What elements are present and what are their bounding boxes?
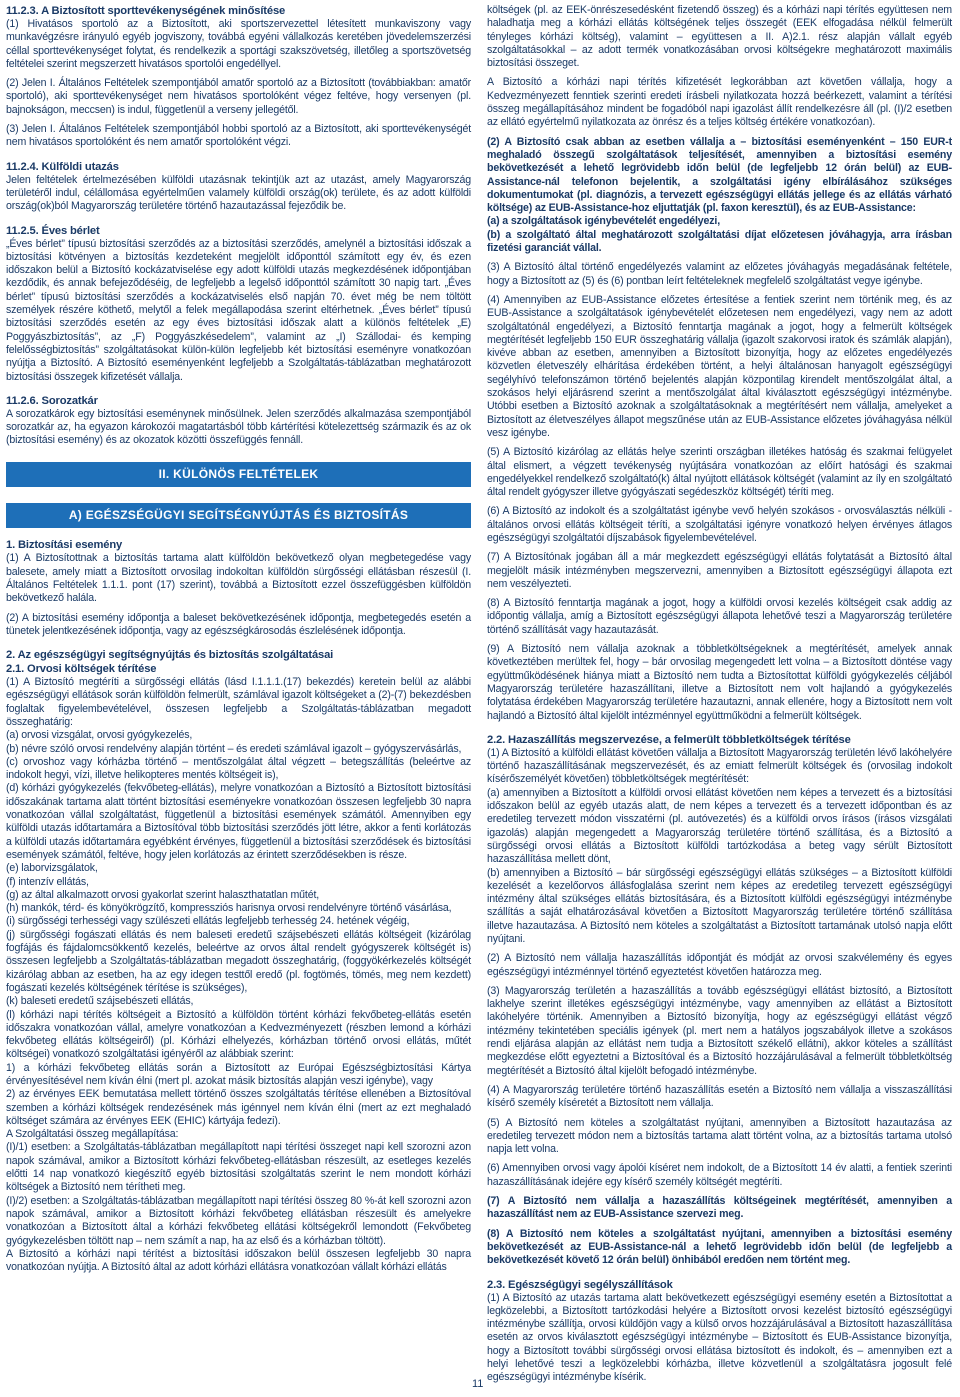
list-item: (j) sürgősségi fogászati ellátás és nem baleseti eredetű szájsebészeti ellátás költségeit (kizárólag fogfájás és fájdalomcsökkentő kezelés, beleértve az orvos által rendelt gyógyszerek költségét is) összesen legfeljebb a Szolgáltatás-táblázatban megadott összeghatárig, (foggyökérkezelés költségét kizárólag abban az esetben, ha az egy idegen testtől eredő (pl. fogtömés, tömés, meg nem kezdett) fogászati kezelés költségének térítése is szükséges), bbox=[6, 928, 471, 994]
paragraph-foreign-travel: Jelen feltételek értelmezésében külföldi utazásnak tekintjük azt az utazást, amely Magyarország területéről indul, célállomása egyértelműen valamely külföldi ország(ok) területe, és az adott külföldi ország(ok)ból Magyarország területére történő hazautazással fejeződik be. bbox=[6, 173, 471, 213]
paragraph-repatriation-4: (4) A Magyarország területére történő hazaszállítás esetén a Biztosító nem vállalja a visszaszállítási kísérő személy kíséretét a Biztosított nem vállalja. bbox=[487, 1083, 952, 1110]
section-title-1124: 11.2.4. Külföldi utazás bbox=[6, 160, 119, 173]
paragraph-until-transport: (8) A Biztosító fenntartja magának a jogot, hogy a külföldi orvosi kezelés költségeit csak addig az időpontig vállalja, amíg a Biztosított egészségügyi állapota lehetővé teszi a Magyarország területére történő szállítását vagy hazautazását. bbox=[487, 597, 952, 636]
medical-costs-list bbox=[6, 729, 471, 1274]
section-title-emergency-transport: 2.3. Egészségügyi segélyszállítások bbox=[487, 1278, 673, 1291]
list-item: (g) az által alkalmazott orvosi gyakorlat szerint halaszthatatlan műtét, bbox=[6, 888, 320, 901]
section-title-repatriation: 2.2. Hazaszállítás megszervezése, a felmerült többletköltségek térítése bbox=[487, 733, 851, 746]
list-item: A Szolgáltatási összeg megállapítása: bbox=[6, 1128, 179, 1141]
list-item: (h) mankók, térd- és könyökrögzítő, kompressziós harisnya orvosi rendelvényre történő vásárlása, bbox=[6, 902, 452, 915]
list-item: (e) laborvizsgálatok, bbox=[6, 862, 98, 875]
section-title-1125: 11.2.5. Éves bérlet bbox=[6, 224, 100, 237]
paragraph-extra-costs: (9) A Biztosító nem vállalja azoknak a többletköltségeknek a megtérítését, amelyek annak következtében merültek fel, hogy – bár orvosilag megengedett lett volna – a Biztosított döntése vagy együttműködésének hiánya miatt a Biztosító nem tudta a Biztosítottat külföldi gyógykezelés céljából Magyarország területére hazaszállítani, illetve a Biztosított nem volt hajlandó a gyógykezelés folytatása érdekében Magyarország területére hazautazni, annak ellenére, hogy a Biztosított nem volt hajlandó a Biztosító által kijelölt intézménnyel együttműködni a felmerült költségek. bbox=[487, 643, 952, 722]
paragraph-150eur-a: (a) a szolgáltatások igénybevételét engedélyezi, bbox=[487, 215, 721, 228]
paragraph-repatriation-6: (6) Amennyiben orvosi vagy ápolói kíséret nem indokolt, de a Biztosított 14 év alatti, a fentiek szerinti hazaszállításának idejére egy kísérő személy költségét megtéríti. bbox=[487, 1162, 952, 1188]
paragraph-continue-care: (7) A Biztosítónak jogában áll a már megkezdett egészségügyi ellátás folytatását a Biztosító által megjelölt másik intézményben megszervezni, amennyiben a Biztosított egészségügyi állapota ezt nem veszélyezteti. bbox=[487, 551, 952, 590]
banner-health-assistance: A) EGÉSZSÉGÜGYI SEGÍTSÉGNYÚJTÁS ÉS BIZTOSÍTÁS bbox=[6, 503, 471, 528]
paragraph-serial-damage: A sorozatkárok egy biztosítási eseménynek minősülnek. Jelen szerződés alkalmazása szempontjából sorozatkár az, ha egyazon károkozói magatartásból több kártérítési kötelezettség származik és az ok (biztosítási esemény) és az okozatok közötti összefüggés fennáll. bbox=[6, 407, 471, 447]
list-item: (f) intenzív ellátás, bbox=[6, 875, 89, 888]
paragraph-licensed-provider: (5) A Biztosító kizárólag az ellátás helye szerinti országban illetékes hatóság és szakmai felügyelet által elismert, a végzett tevékenység nyújtására vonatkozóan az előírt hatósági és szakmai engedélyekkel rendelkező szolgáltató(k) által nyújtott ellátások költségét (valamint az íly en szolgáltató által rendelt gyógyszer illetve gyógyászati segédeszköz költségét) téríti meg. bbox=[487, 446, 952, 499]
paragraph-150eur: (2) A Biztosító csak abban az esetben vállalja a – biztosítási eseményenként – 150 EUR-t meghaladó összegű szolgáltatások teljesítését, amennyiben a biztosítási esemény bekövetkezését a lehető legrövidebb időn belül (de legfeljebb 12 órán belül) az EUB-Assistance-nál telefonon bejelentik, a szolgáltatási igény elbírálásához szükséges dokumentumokat (pl. diagnózis, a tervezett egészségügyi ellátás jellege és az ellátás várható költsége) az EUB-Assistance-hoz eljuttatják (pl. faxon keresztül), és az EUB-Assistance: bbox=[487, 135, 952, 215]
list-item: (c) orvoshoz vagy kórházba történő – mentőszolgálat által végzett – betegszállítás (beleértve az indokolt hegyi, vízi, illetve helikopteres mentés költségeit is), bbox=[6, 755, 471, 782]
paragraph-annual-pass: „Éves bérlet” típusú biztosítási szerződés az a biztosítási szerződés, amelynél a biztosítási időszak a biztosítási kötvényen a biztosítás kezdeteként megjelölt időponttól számított egy év, és ezen időszakon belül a Biztosító kockázatviselése egy adott külföldi utazás megkezdésének időpontjában kezdődik, és annak befejeződéséig, de legfeljebb a legelső időponttól számított 30 napig tart. „Éves bérlet” típusú biztosítási szerződés a kockázatviselés első napján 70. évet még be nem töltött személyek részére köthető, melytől a felek megállapodása szerint eltérhetnek. „Éves bérlet” típusú biztosítási szerződés esetén az egy éves biztosítási időszak alatt a különös feltételek „E) Poggyászbiztosítás”, az „F) Poggyászkésedelem”, valamint az „I) Szállodai- és kemping felelősségbiztosítás” szolgáltatásokat külön-külön legfeljebb két biztosítási eseményre vonatkozóan nyújtja a Biztosító. A Biztosító eseményenként legfeljebb a Szolgáltatás-táblázatban meghatározott biztosítási összegek kifizetését vállalja. bbox=[6, 237, 471, 383]
paragraph-usual-care: (6) A Biztosító az indokolt és a szolgáltatást igénybe vevő helyén szokásos - orvosválasztás nélküli - általános orvosi ellátás költségeit téríti, a szolgáltatási igényre vonatkozó helyen érvényes átlagos egészségügyi szolgáltatói díjszabások figyelembevételével. bbox=[487, 505, 952, 544]
banner-special-conditions: II. KÜLÖNÖS FELTÉTELEK bbox=[6, 462, 471, 487]
list-item: (k) baleseti eredetű szájsebészeti ellátás, bbox=[6, 995, 194, 1008]
section-subtitle-medical-costs: 2.1. Orvosi költségek térítése bbox=[6, 663, 157, 676]
list-item: (I)/1) esetben: a Szolgáltatás-táblázatban megállapított napi térítési összeget napi kell szorozni azon napok számával, amikor a Biztosított kórházi fekvőbeteg-ellátásban részesült, az esetleges kezelés előtti 14 nap vonatkozó kiegészítő egyéb biztosítási szolgáltatás szerint le nem mondott kórházi költségek a Biztosító nem térítheti meg. bbox=[6, 1141, 471, 1194]
page-number: 11 bbox=[472, 1378, 484, 1390]
paragraph-no-notice: (4) Amennyiben az EUB-Assistance előzetes értesítése a fentiek szerint nem történik meg, és az EUB-Assistance a szolgáltatások igénybevételét előzetesen nem engedélyezi, vagy nem az adott szolgáltatónál engedélyezi, a Biztosító fenntartja magának a jogot, hogy a felmerült költségek megtérítését legfeljebb 150 EUR összeghatárig vállalja (igazolt szakorvosi iratok és számlák alapján), kivéve abban az esetben, amennyiben a Biztosított bizonyítja, hogy az előzetes engedélyezés közvetlen életveszély elhárítása érdekében történt, a helyi általánosan hanyagolt egészségügyi segélyhívó telefonszámon történő bejelentés alapján központilag kirendelt mentőszolgálat által, a szokásos helyi eljárásrend szerint a mentőszolgálat által kiválasztott egészségügyi intézménybe. Utóbbi esetben a Biztosító azoknak a szolgáltatásoknak a megtérítésért nem vállalja, amelyeket a Biztosított az életveszélyes állapot megszűnése után az EUB-Assistance előzetes jóváhagyása nélkül vesz igénybe. bbox=[487, 293, 952, 439]
list-item: (I)/2) esetben: a Szolgáltatás-táblázatban megállapított napi térítési összeg 80 %-át kell szorozni azon napok számával, amikor a Biztosított kórházi fekvőbeteg ellátásban részesült és amelyekre vonatkozóan a Biztosított által a kórházi fekvőbeteg ellátási költségekről lemondott (Fekvőbeteg gyógykezelésben töltött nap – nem számít a nap, ha az első és a kórházban töltött). bbox=[6, 1194, 471, 1247]
list-item: (i) sürgősségi terhességi vagy szülészeti ellátás legfeljebb terhesség 24. hetének végéig, bbox=[6, 915, 410, 928]
paragraph-approval: (3) A Biztosító által történő engedélyezés valamint az előzetes jóváhagyás megadásának feltétele, hogy a Biztosított az (5) és (6) pontban leírt feltételeknek megfelelő szolgáltatást vegye igénybe. bbox=[487, 261, 952, 287]
paragraph-amateur-athlete: (2) Jelen I. Általános Feltételek szempontjából amatőr sportoló az a Biztosított (továbbiakban: amatőr sportoló), aki sporttevékenységet nem hivatásos sportolóként végez feltéve, hogy versenyen (pl. bajnokságon, meccsen) is indul, függetlenül a verseny jellegétől. bbox=[6, 77, 471, 116]
paragraph-emergency-transport: (1) A Biztosító az utazás tartama alatt bekövetkezett egészségügyi esemény esetén a Biztosítottat a legközelebbi, a Biztosított tartózkodási helyére a Biztosított orvosi kezelést biztosító egészségügyi intézménybe szállítja, orvosi küldőjön vagy a külső orvos hozzájárulásával a Biztosított hazaszállítása esetén az orvos kiválasztott egészségügyi intézménybe – Biztosított és EUB-Assistance bizonyítja, hogy a Biztosított további sürgősségi orvosi ellátása biztosított és indokolt, és – amennyiben ezt a helyi lehetővé teszi a legközelebbi kórházba, illetve közvetlenül a szolgáltatásra jogosult felé egészségügyi intézménybe kísérik. bbox=[487, 1291, 952, 1384]
paragraph-repatriation-3: (3) Magyarország területén a hazaszállítás a tovább egészségügyi ellátást biztosító, a Biztosított lakhelye szerint illetékes egészségügyi intézménybe, vagy amennyiben az ellátást a Biztosított lakóhelyére történik. Amennyiben a Biztosító bizonyítja, hogy az egészségügyi ellátást végző intézmény tekintetében speciális igények (pl. mert nem a hatályos jogszabályok illetve a szokásos rendi eljárása alapján az ellátást nem tudja a Biztosított székelő ellátni), akkor köteles a szállítást megkezdése előtt egyeztetni a Biztosítóval és a Biztosító hozzájárulásával a felmerült többletköltség megtérítését a Biztosító által kijelölt befogadó intézménybe. bbox=[487, 984, 952, 1077]
list-item: 1) a kórházi fekvőbeteg ellátás során a Biztosított az Európai Egészségbiztosítási Kártya érvényesítésével nem kíván élni (mert pl. azokat másik biztosítás alapján veszi igénybe), vagy bbox=[6, 1061, 471, 1087]
left-column bbox=[6, 4, 471, 1274]
section-title-1126: 11.2.6. Sorozatkár bbox=[6, 394, 98, 407]
section-title-insurance-event: 1. Biztosítási esemény bbox=[6, 539, 123, 552]
paragraph-medical-costs: (1) A Biztosító megtéríti a sürgősségi ellátás (lásd I.1.1.1.(17) bekezdés) keretein belül az alábbi egészségügyi ellátások során külföldön felmerült, számlával igazolt költségeket a (2)-(7) bekezdésben foglaltak figyelembevételével, összesen legfeljebb a Szolgáltatás-táblázatban megadott összeghatárig: bbox=[6, 676, 471, 728]
list-item: (l) kórházi napi térítés költségeit a Biztosító a külföldön történt kórházi fekvőbeteg-ellátás esetén időszakra vonatkozóan vállal, amelyre vonatkozóan a Kedvezményezett (részben lemond a kórházi fekvőbeteg ellátás költségeiről) (pl. Kórházi elhelyezés, kórházban történő orvosi ellátás, műtét költségei) vonatkozó szolgáltatási igényéről az alábbiak szerint: bbox=[6, 1008, 471, 1061]
paragraph-repatriation-8: (8) A Biztosító nem köteles a szolgáltatást nyújtani, amennyiben a biztosítási esemény bekövetkezését az EUB-Assistance-nál a lehető legrövidebb időn belül (de legfeljebb a bekövetkezését követő 12 órán belül) önhibából eredően nem történt meg. bbox=[487, 1227, 952, 1267]
paragraph-professional-athlete: (1) Hivatásos sportoló az a Biztosított, aki sportszervezettel létesített munkaviszony vagy munkavégzésre irányuló egyéb jogviszony, továbbá egyéni vállalkozás keretében jövedelemszerzési céllal sporttevékenységet folytat, és rendelkezik a sportági szakszövetség, illetőleg a sportszövetség feltételei szerint megszerzett hivatásos sportolói engedéllyel. bbox=[6, 18, 471, 70]
paragraph-continuation: költségek (pl. az EEK-önrészesedésként fizetendő összeg) és a kórházi napi térítés együttesen nem haladhatja meg a kórházi ellátás költségének teljes összegét (EEK elfogadása nélkül felmerült tényleges kórházi költség), valamint – együttesen a II. A)2.1. rész alapján vállalt egyéb szolgáltatásokkal – az adott termék vonatkozásában orvosi költségekre meghatározott maximális biztosítási összeget. bbox=[487, 4, 952, 70]
list-item: (b) névre szóló orvosi rendelvény alapján történt – és eredeti számlával igazolt – gyógyszervásárlás, bbox=[6, 742, 462, 755]
list-item: 2) az érvényes EEK bemutatása mellett történő összes szolgáltatás térítése ellenében a Biztosítóval szemben a kórházi költségek rendezésének más igénnyel nem kíván élni (mert az ezt meghaladó költséget számára az érvényes EEK (EHIC) kártyája fedezi). bbox=[6, 1088, 471, 1127]
paragraph-event-2: (2) A biztosítási esemény időpontja a baleset bekövetkezésének időpontja, megbetegedés esetén a tünetek jelentkezésének időpontja, vagy az egészségkárosodás észlelésének időpontja. bbox=[6, 611, 471, 637]
paragraph-daily-allowance: A Biztosító a kórházi napi térítés kifizetését legkorábban azt követően vállalja, hogy a Kedvezményezett fenntiek szerinti eredeti írásbeli nyilatkozata hozzá beérkezett, valamint a térítési összeg megállapításához mindent be fogadóból napi igazolást állít rendelkezésre áll (pl. (I)/2 esetben az ellátó egyértelmű nyilatkozata az önrész és a teljes költség értékére vonatkozóan). bbox=[487, 76, 952, 129]
section-title-1123: 11.2.3. A Biztosított sporttevékenységének minősítése bbox=[6, 5, 286, 17]
paragraph-repatriation-7: (7) A Biztosító nem vállalja a hazaszállítás költségeinek megtérítését, amennyiben a hazaszállítást nem az EUB-Assistance szervezi meg. bbox=[487, 1195, 952, 1221]
paragraph-repatriation-b: (b) amennyiben a Biztosító – bár sürgősségi egészségügyi ellátás szükséges – a Biztosított külföldi kezelését a kezelőorvos állásfoglalása szerint nem képes az eredetileg tervezett egészségügyi intézmény által szükséges ellátás biztosítására, és a Biztosított külföldi egészségügyi intézménybe szállítás a saját elhatározásával követően a Biztosított Magyarország területére történő szállítása illetve hazautazása. A Biztosító nem köteles a szolgáltatást a Biztosított tartamának utolsó napja előtt nyújtani. bbox=[487, 866, 952, 945]
paragraph-150eur-b: (b) a szolgáltató által meghatározott szolgáltatási díjat előzetesen jóváhagyja, arra írásban fizetési garanciát vállal. bbox=[487, 228, 952, 255]
paragraph-hobby-athlete: (3) Jelen I. Általános Feltételek szempontjából hobbi sportoló az a Biztosított, aki sporttevékenységét nem hivatásos sportolóként és nem amatőr sportolóként végzi. bbox=[6, 123, 471, 149]
paragraph-repatriation-5: (5) A Biztosító nem köteles a szolgáltatást nyújtani, amennyiben a Biztosított hazautazása az eredetileg tervezett módon nem a biztosítás tartama alatt történt volna, az a biztosítás tartama utolsó napja lett volna. bbox=[487, 1116, 952, 1156]
list-item: (d) kórházi gyógykezelés (fekvőbeteg-ellátás), melyre vonatkozóan a Biztosító a Biztosított biztosítási időszakának tartama alatt történt biztosítási eseményekre vonatkozóan összesen legfeljebb 30 napra vonatkozóan vállal szolgáltatást, függetlenül a biztosítási események számától. Amennyiben egy külföldi utazás időtartamára a Biztosítóval több biztosítási szerződés jött létre, akkor a fenti korlátozás a külföldi utazás időtartamára egyébként érvényes, függetlenül a biztosítási szerződések és biztosítási események számától, feltéve, hogy jelen korlátozás az érintett szerződésekben is része. bbox=[6, 782, 471, 861]
paragraph-repatriation-a: (a) amennyiben a Biztosított a külföldi orvosi ellátást követően nem képes a tervezett és a biztosítási időszakon belül az egyéb utazás alatt, de nem képes a tervezett és a tervezett időpontban és az eredetileg tervezett módon visszatérni (pl. autóvezetés) és a külföldi orvos írásos (írásos vizsgálati igazolás) alapján megengedett a Magyarország területére történő szállítása, és a Biztosító a sürgősségi orvosi ellátás a Biztosított külföldi tartózkodása a beteg vagy sérült Biztosított hazaszállítása mellett dönt, bbox=[487, 786, 952, 866]
list-item: A Biztosító a kórházi napi térítést a biztosítási időszakon belül összesen legfeljebb 30 napra vonatkozóan nyújtja. A Biztosító által az adott kórházi ellátásra vonatkozóan vállalt kórházi ellátás bbox=[6, 1247, 471, 1274]
right-column bbox=[487, 4, 952, 1391]
list-item: (a) orvosi vizsgálat, orvosi gyógykezelés, bbox=[6, 729, 193, 742]
paragraph-repatriation-2: (2) A Biztosító nem vállalja hazaszállítás időpontját és módját az orvosi szakvélemény és egyes egészségügyi intézménnyel történő egyeztetést követően határozza meg. bbox=[487, 952, 952, 978]
paragraph-repatriation-1: (1) A Biztosító a külföldi ellátást követően vállalja a Biztosított Magyarország területén lévő lakóhelyére történő hazaszállításának megszervezését, és az emiatt felmerült költségek és (orvosilag indokolt kísérőszemélyét követően) többletköltségek megtérítését: bbox=[487, 746, 952, 786]
section-title-services: 2. Az egészségügyi segítségnyújtás és biztosítás szolgáltatásai bbox=[6, 649, 334, 662]
paragraph-event-1: (1) A Biztosítottnak a biztosítás tartama alatt külföldön bekövetkező olyan megbetegedése vagy balesete, amely miatt a Biztosított orvosilag indokoltan külföldön sürgősségi ellátásban részesül (I. Általános Feltételek 1.1.1. pont (17) szerint), továbbá a Biztosított ezzel összefüggésben külföldön bekövetkező halála. bbox=[6, 552, 471, 605]
